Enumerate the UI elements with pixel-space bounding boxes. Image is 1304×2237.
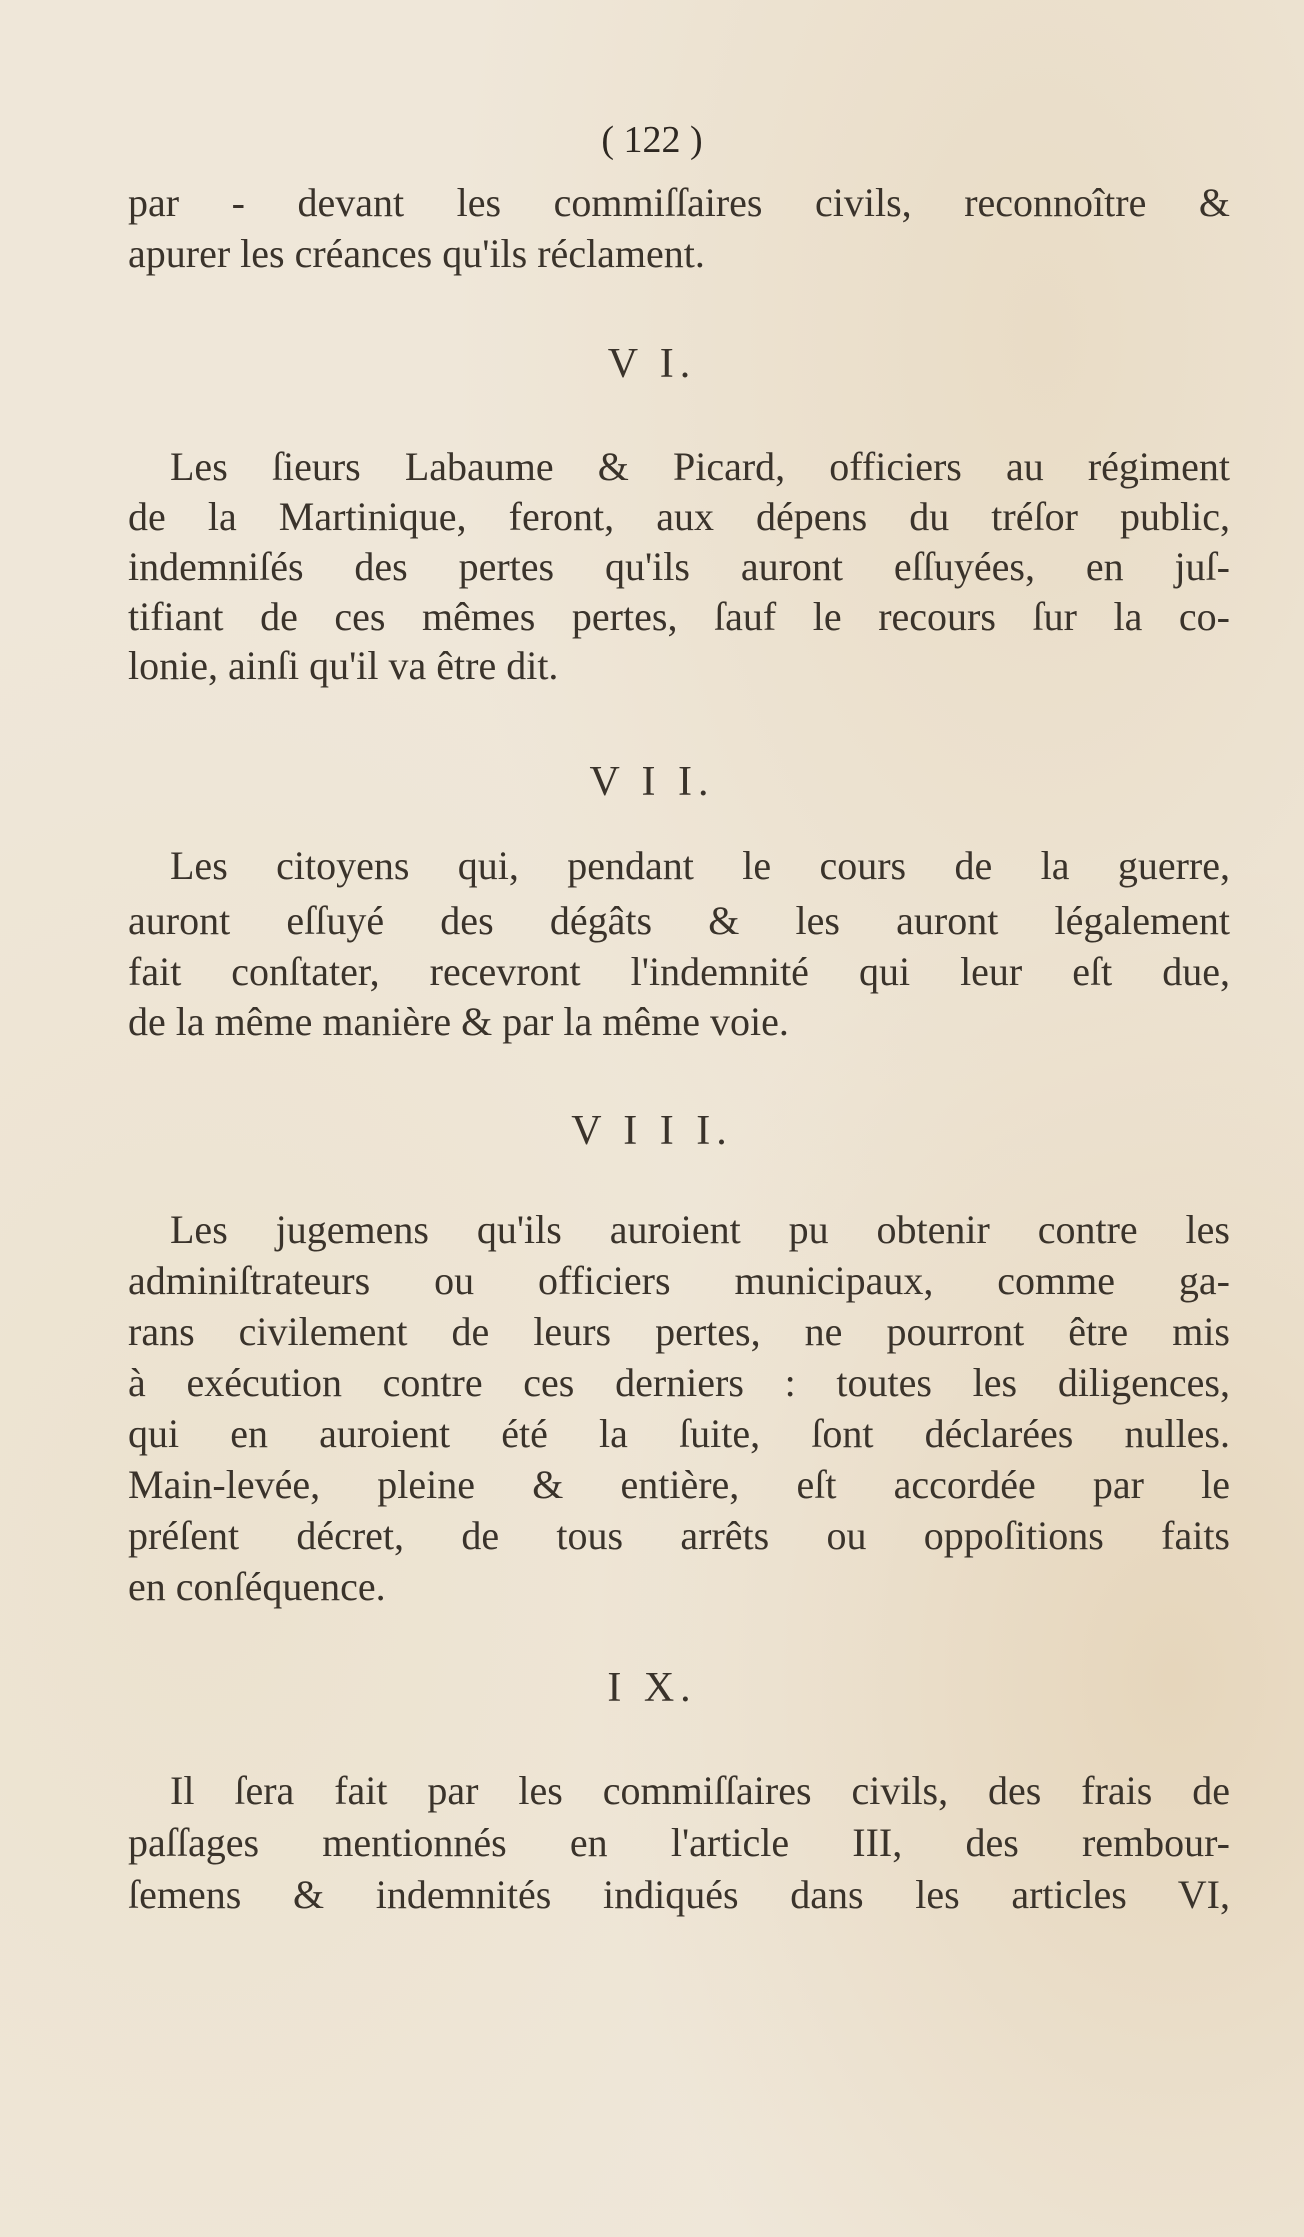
text-line: de la même manière & par la même voie.: [128, 999, 789, 1044]
text-line: qui en auroient été la ſuite, ſont déclarées nulles.: [128, 1411, 1230, 1456]
page-number: ( 122 ): [601, 119, 703, 161]
text-line: Les citoyens qui, pendant le cours de la guerre,: [170, 843, 1230, 888]
article-heading-vi: V I.: [607, 341, 697, 387]
article-heading-viii: V I I I.: [571, 1108, 733, 1154]
text-line: adminiſtrateurs ou officiers municipaux, comme ga-: [128, 1258, 1230, 1303]
text-line: fait conſtater, recevront l'indemnité qui leur eſt due,: [128, 949, 1230, 994]
text-line: Main-levée, pleine & entière, eſt accordée par le: [128, 1462, 1230, 1507]
text-line: Les ſieurs Labaume & Picard, officiers au régiment: [170, 444, 1230, 489]
text-line: Il ſera fait par les commiſſaires civils, des frais de: [170, 1768, 1230, 1813]
article-heading-vii: V I I.: [589, 759, 715, 805]
text-line: auront eſſuyé des dégâts & les auront légalement: [128, 898, 1230, 943]
article-heading-ix: I X.: [607, 1665, 697, 1711]
text-line: ſemens & indemnités indiqués dans les articles VI,: [128, 1872, 1230, 1917]
text-line: Les jugemens qu'ils auroient pu obtenir contre les: [170, 1207, 1230, 1252]
text-line: paſſages mentionnés en l'article III, des rembour-: [128, 1820, 1230, 1865]
text-line: indemniſés des pertes qu'ils auront eſſuyées, en juſ-: [128, 544, 1230, 589]
text-line: à exécution contre ces derniers : toutes les diligences,: [128, 1360, 1230, 1405]
text-line: rans civilement de leurs pertes, ne pourront être mis: [128, 1309, 1230, 1354]
text-line: apurer les créances qu'ils réclament.: [128, 231, 705, 276]
text-line: de la Martinique, feront, aux dépens du tréſor public,: [128, 494, 1230, 539]
text-line: tifiant de ces mêmes pertes, ſauf le recours ſur la co-: [128, 594, 1230, 639]
text-line: préſent décret, de tous arrêts ou oppoſitions faits: [128, 1513, 1230, 1558]
text-line: en conſéquence.: [128, 1564, 386, 1609]
text-line: lonie, ainſi qu'il va être dit.: [128, 643, 559, 688]
text-line: par - devant les commiſſaires civils, reconnoître &: [128, 180, 1230, 225]
